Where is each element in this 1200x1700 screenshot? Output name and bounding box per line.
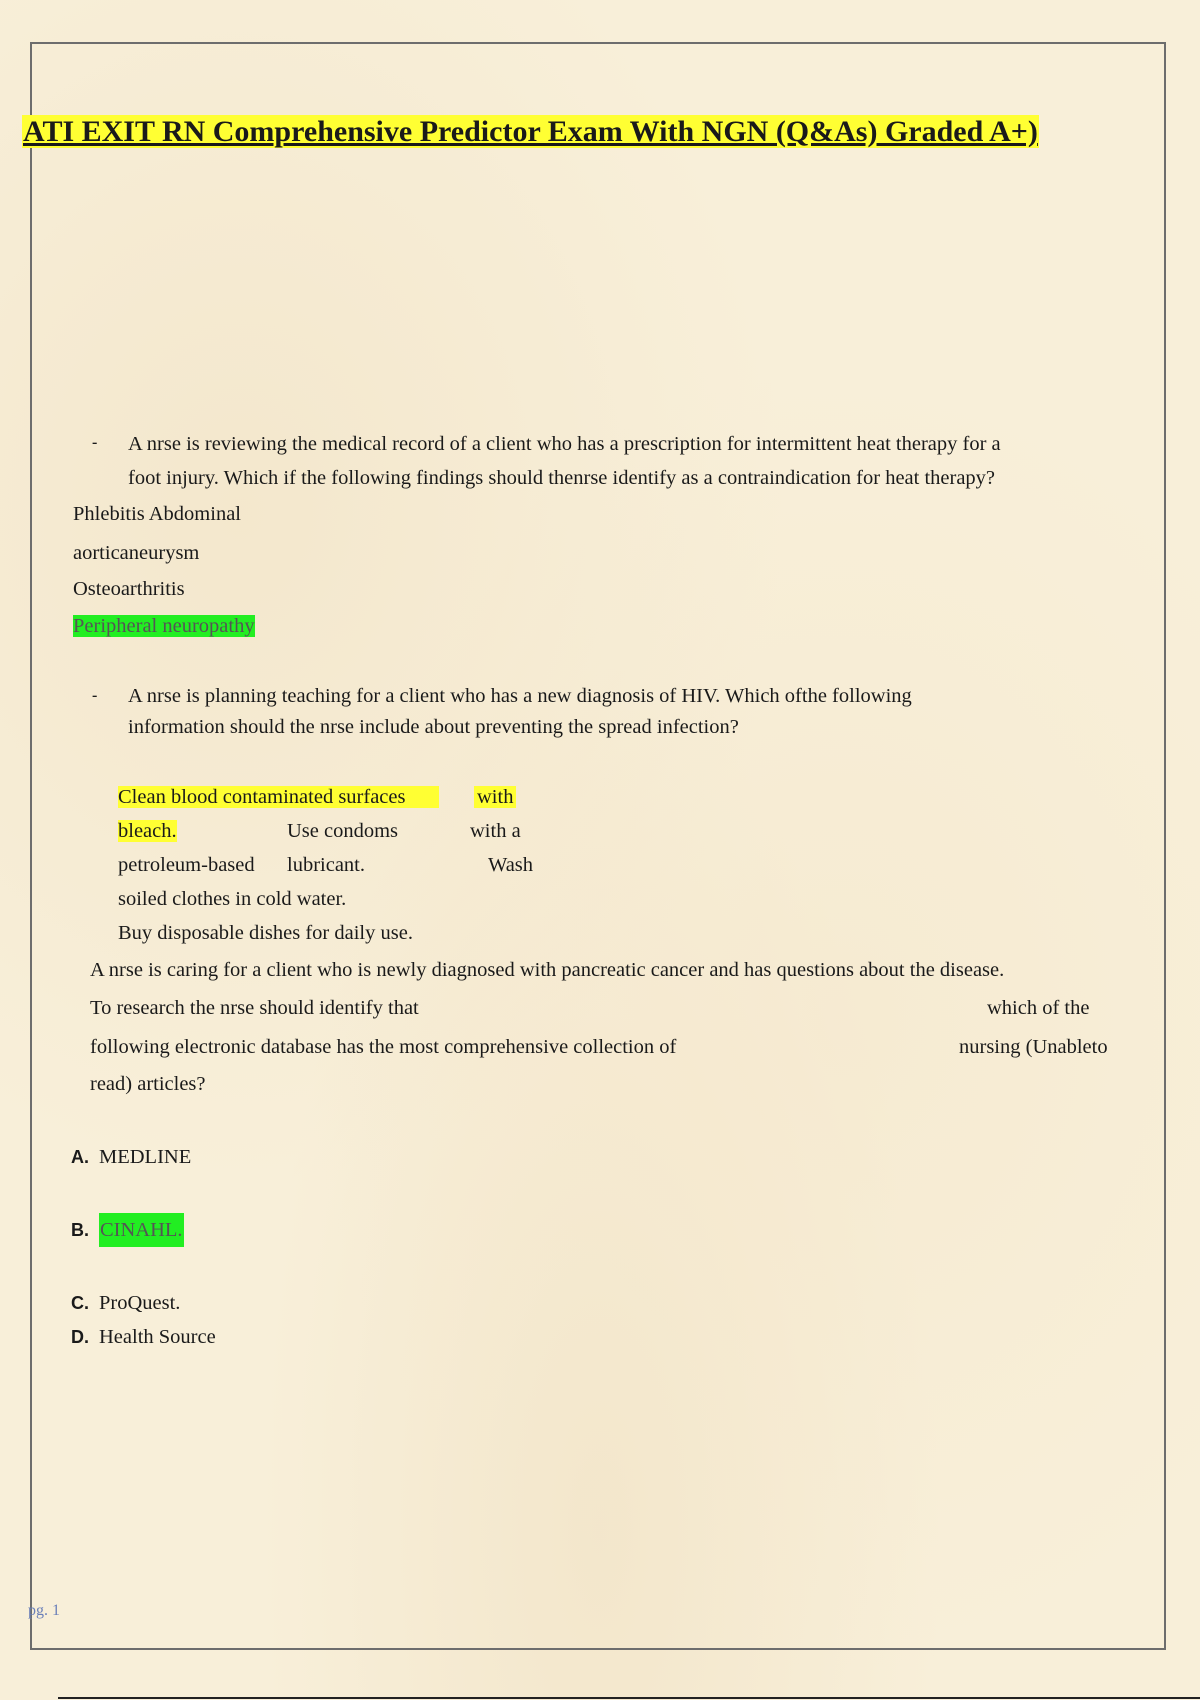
- q2-option-soiled-clothes: soiled clothes in cold water.: [118, 888, 347, 910]
- q1-answer: [73, 612, 255, 640]
- q1-text-line1: A nrse is reviewing the medical record of a client who has a prescription for intermittent heat therapy for a: [128, 433, 1001, 455]
- bottom-divider: [58, 1697, 1200, 1699]
- q3-option-d-text: Health Source: [99, 1326, 216, 1348]
- q1-text-line2: foot injury. Which if the following findings should thenrse identify as a contraindication for heat therapy?: [128, 467, 996, 489]
- q2-answer-highlight-2: with: [474, 786, 516, 808]
- q2-option-petroleum: petroleum-based: [118, 854, 255, 876]
- q3-option-a-text: MEDLINE: [99, 1146, 192, 1168]
- q1-option-3: Osteoarthritis: [73, 578, 185, 600]
- q3-answer-highlight: CINAHL.: [99, 1213, 184, 1247]
- q3-option-d-letter: D.: [71, 1327, 89, 1347]
- q3-text-line2b: which of the: [987, 997, 1090, 1019]
- q3-text-line4: read) articles?: [90, 1073, 206, 1095]
- q2-bullet: -: [92, 687, 98, 704]
- q2-option-dishes: Buy disposable dishes for daily use.: [118, 922, 413, 944]
- q2-answer-part1b: [474, 783, 516, 811]
- q2-answer-part1: [118, 783, 439, 811]
- q3-option-c: [71, 1289, 180, 1317]
- q2-text-line2: information should the nrse include about preventing the spread infection?: [128, 716, 739, 738]
- q2-answer-highlight-3: bleach.: [118, 820, 177, 842]
- q3-option-a-letter: A.: [71, 1147, 89, 1167]
- q3-text-line3a: following electronic database has the most comprehensive collection of: [90, 1036, 677, 1058]
- q3-option-c-letter: C.: [71, 1293, 89, 1313]
- q3-text-line1: A nrse is caring for a client who is newly diagnosed with pancreatic cancer and has questions about the disease.: [90, 959, 1005, 981]
- q3-text-line2a: To research the nrse should identify that: [90, 997, 419, 1019]
- q2-option-condoms: Use condoms: [287, 820, 399, 842]
- q3-option-a: [71, 1143, 191, 1171]
- q2-text-line1: A nrse is planning teaching for a client who has a new diagnosis of HIV. Which ofthe following: [128, 685, 912, 707]
- q3-text-line3b: nursing (Unableto: [959, 1036, 1108, 1058]
- q1-answer-highlight: Peripheral neuropathy: [73, 615, 255, 637]
- q3-option-d: [71, 1323, 216, 1351]
- q1-option-1: Phlebitis Abdominal: [73, 503, 241, 525]
- q1-option-2: aorticaneurysm: [73, 542, 200, 564]
- page-number: pg. 1: [28, 1602, 60, 1619]
- document-title: ATI EXIT RN Comprehensive Predictor Exam With NGN (Q&As) Graded A+): [23, 115, 1038, 148]
- page-border: [30, 42, 1166, 1650]
- q2-option-wash: Wash: [488, 854, 534, 876]
- q2-option-condoms-2: with a: [470, 820, 521, 842]
- q3-option-c-text: ProQuest.: [99, 1292, 181, 1314]
- q2-answer-part2: [118, 817, 177, 845]
- q1-bullet: -: [92, 434, 98, 451]
- q3-option-b-letter: B.: [71, 1220, 89, 1240]
- q3-option-b: [71, 1216, 184, 1244]
- q2-answer-highlight-1: Clean blood contaminated surfaces: [118, 786, 439, 808]
- q2-option-lubricant: lubricant.: [287, 854, 365, 876]
